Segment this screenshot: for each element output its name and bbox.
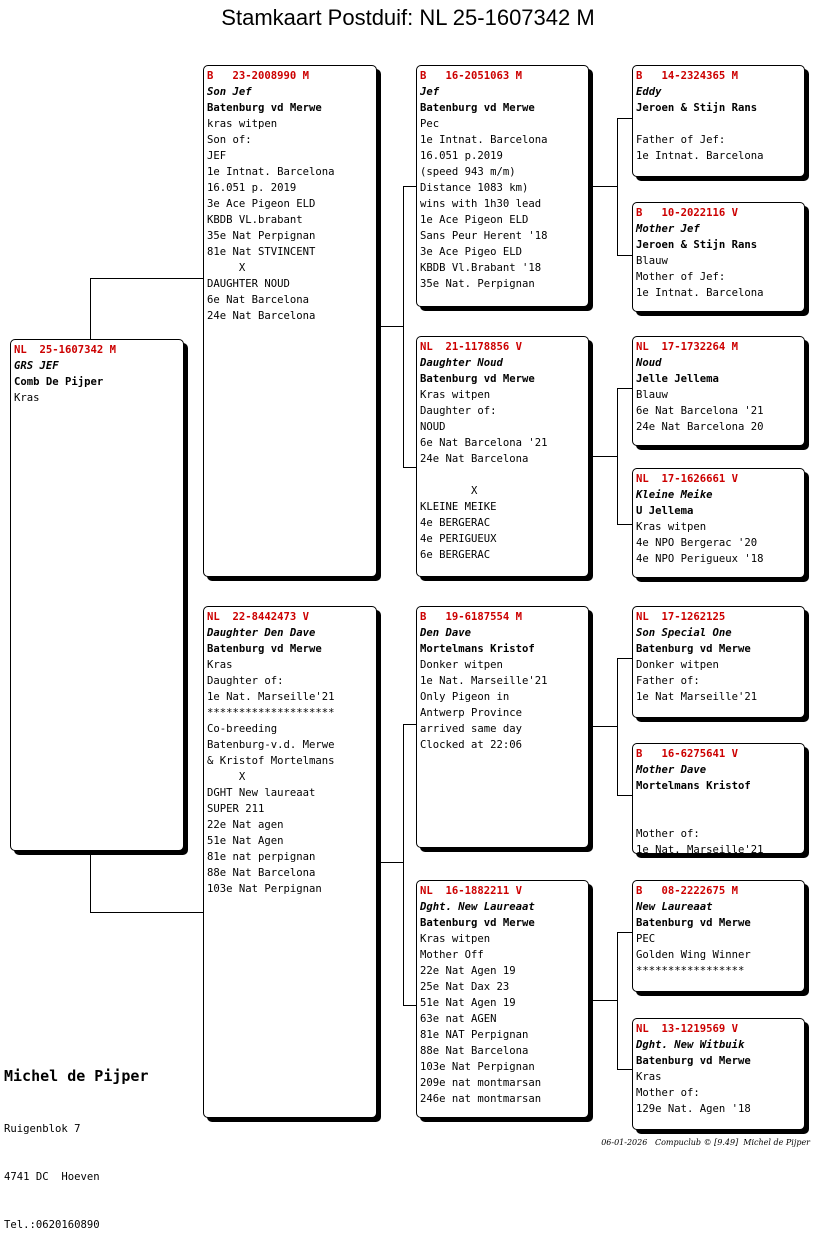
ring-number: B 16-2051063 M [420, 70, 523, 82]
pigeon-info-line: 6e Nat Barcelona '21 [636, 405, 764, 417]
ring-number: NL 21-1178856 V [420, 341, 523, 353]
connector-line [377, 862, 403, 863]
pigeon-info-line: 1e Intnat. Barcelona [207, 166, 335, 178]
pigeon-info-line: 51e Nat Agen 19 [420, 997, 516, 1009]
connector-line [617, 1069, 632, 1070]
pigeon-name: Jef [420, 86, 440, 98]
connector-line [617, 524, 632, 525]
pigeon-card-sire-dam-sire [632, 336, 805, 446]
pigeon-card-subject [10, 339, 184, 851]
pigeon-info-line: 4e BERGERAC [420, 517, 491, 529]
connector-line [617, 932, 618, 1070]
pigeon-info-line: (speed 943 m/m) [420, 166, 516, 178]
pigeon-info-line: 3e Ace Pigeo ELD [420, 246, 523, 258]
pigeon-info-line: Mother of: [636, 828, 700, 840]
pigeon-info-line: 6e Nat Barcelona '21 [420, 437, 548, 449]
connector-line [617, 658, 618, 796]
pigeon-info-line: 81e NAT Perpignan [420, 1029, 529, 1041]
ring-number: NL 17-1626661 V [636, 473, 739, 485]
pigeon-owner: Jeroen & Stijn Rans [636, 239, 758, 251]
pigeon-info-line: 1e Nat. Marseille'21 [207, 691, 335, 703]
pigeon-info-line: 35e Nat Perpignan [207, 230, 316, 242]
footer-text: 06-01-2026 Compuclub © [9.49] Michel de Pijper [601, 1138, 810, 1147]
connector-line [403, 724, 416, 725]
pigeon-info-line: 22e Nat Agen 19 [420, 965, 516, 977]
pigeon-info-line: Father of Jef: [636, 134, 726, 146]
pigeon-card-dam-dam [416, 880, 589, 1118]
connector-line [377, 326, 403, 327]
breeder-name: Michel de Pijper [4, 1067, 149, 1085]
ring-number: NL 16-1882211 V [420, 885, 523, 897]
pigeon-owner: Jeroen & Stijn Rans [636, 102, 758, 114]
breeder-address-line: 4741 DC Hoeven [4, 1171, 100, 1183]
connector-line [589, 726, 617, 727]
pigeon-info-line: Daughter of: [207, 675, 284, 687]
pigeon-info-line: 88e Nat Barcelona [207, 867, 316, 879]
pigeon-info-line: ******************** [207, 707, 335, 719]
page-title: Stamkaart Postduif: NL 25-1607342 M [221, 5, 595, 30]
pigeon-info-line [636, 810, 801, 826]
pigeon-info-line: 63e nat AGEN [420, 1013, 497, 1025]
pigeon-info-line: 3e Ace Pigeon ELD [207, 198, 316, 210]
pigeon-info-line: Kras [636, 1071, 662, 1083]
pigeon-owner: Mortelmans Kristof [420, 643, 535, 655]
ring-number: NL 13-1219569 V [636, 1023, 739, 1035]
pigeon-info-line: 1e Intnat. Barcelona [636, 287, 764, 299]
pigeon-info-line: 16.051 p.2019 [420, 150, 503, 162]
connector-line [403, 186, 404, 468]
pigeon-info-line: Kras witpen [636, 521, 707, 533]
pigeon-card-sire [203, 65, 377, 577]
pigeon-info-line: Sans Peur Herent '18 [420, 230, 548, 242]
pigeon-info-line: 24e Nat Barcelona [207, 310, 316, 322]
pigeon-info-line: 1e Nat Marseille'21 [636, 691, 758, 703]
pigeon-info-line: ***************** [636, 965, 745, 977]
pigeon-info-line: 1e Nat. Marseille'21 [636, 844, 764, 854]
pigeon-info-line: Kras witpen [420, 389, 491, 401]
pigeon-info-line: 16.051 p. 2019 [207, 182, 297, 194]
pigeon-info-line: KBDB Vl.Brabant '18 [420, 262, 542, 274]
pigeon-name: Kleine Meike [636, 489, 713, 501]
pigeon-owner: Batenburg vd Merwe [636, 917, 751, 929]
pigeon-card-dam [203, 606, 377, 1118]
pigeon-info-line: NOUD [420, 421, 446, 433]
pigeon-name: Daughter Den Dave [207, 627, 316, 639]
pigeon-name: Mother Jef [636, 223, 700, 235]
connector-line [90, 278, 91, 340]
pigeon-owner: Batenburg vd Merwe [636, 643, 751, 655]
pigeon-info-line: 51e Nat Agen [207, 835, 284, 847]
pigeon-info-line: 81e Nat STVINCENT [207, 246, 316, 258]
pigeon-owner: U Jellema [636, 505, 694, 517]
pigeon-info-line: 25e Nat Dax 23 [420, 981, 510, 993]
connector-line [90, 850, 91, 912]
pigeon-name: Noud [636, 357, 662, 369]
pigeon-info-line: 81e nat perpignan [207, 851, 316, 863]
ring-number: B 19-6187554 M [420, 611, 523, 623]
pigeon-info-line: Donker witpen [636, 659, 719, 671]
pigeon-info-line: Donker witpen [420, 659, 503, 671]
pigeon-info-line: 35e Nat. Perpignan [420, 278, 535, 290]
ring-number: B 16-6275641 V [636, 748, 739, 760]
pigeon-info-line: 1e Nat. Marseille'21 [420, 675, 548, 687]
pigeon-info-line: Blauw [636, 389, 668, 401]
pigeon-owner: Batenburg vd Merwe [420, 917, 535, 929]
pigeon-name: New Laureaat [636, 901, 713, 913]
breeder-address-line: Ruigenblok 7 [4, 1123, 81, 1135]
connector-line [403, 724, 404, 1006]
pigeon-name: Dght. New Laureaat [420, 901, 535, 913]
pigeon-info-line: Father of: [636, 675, 700, 687]
pigeon-info-line: 22e Nat agen [207, 819, 284, 831]
pigeon-name: Mother Dave [636, 764, 707, 776]
pigeon-info-line: 246e nat montmarsan [420, 1093, 542, 1105]
connector-line [617, 388, 618, 525]
pigeon-info-line [420, 467, 585, 483]
pigeon-info-line: Only Pigeon in [420, 691, 510, 703]
pigeon-owner: Comb De Pijper [14, 376, 104, 388]
ring-number: NL 25-1607342 M [14, 344, 117, 356]
pigeon-info-line: wins with 1h30 lead [420, 198, 542, 210]
pigeon-info-line: Pec [420, 118, 440, 130]
connector-line [617, 118, 632, 119]
pigeon-info-line: Mother of: [636, 1087, 700, 1099]
pigeon-name: GRS JEF [14, 360, 59, 372]
pigeon-info-line: Kras [14, 392, 40, 404]
breeder-phone: Tel.:0620160890 [4, 1219, 100, 1231]
pigeon-name: Dght. New Witbuik [636, 1039, 745, 1051]
connector-line [403, 467, 416, 468]
ring-number: NL 17-1262125 [636, 611, 726, 623]
pigeon-card-dam-sire-dam [632, 743, 805, 854]
pigeon-info-line: Son of: [207, 134, 252, 146]
pigeon-info-line: 4e NPO Bergerac '20 [636, 537, 758, 549]
connector-line [617, 658, 632, 659]
pigeon-info-line: arrived same day [420, 723, 523, 735]
ring-number: B 08-2222675 M [636, 885, 739, 897]
pigeon-info-line: Kras witpen [420, 933, 491, 945]
pigeon-card-sire-sire [416, 65, 589, 307]
pigeon-owner: Batenburg vd Merwe [420, 102, 535, 114]
pigeon-info-line [636, 116, 801, 132]
pigeon-info-line: X [207, 771, 246, 783]
pigeon-card-dam-dam-sire [632, 880, 805, 992]
pigeon-info-line: KLEINE MEIKE [420, 501, 497, 513]
ring-number: B 10-2022116 V [636, 207, 739, 219]
pigeon-owner: Jelle Jellema [636, 373, 719, 385]
pigeon-info-line: & Kristof Mortelmans [207, 755, 335, 767]
pigeon-info-line: 129e Nat. Agen '18 [636, 1103, 751, 1115]
connector-line [617, 118, 618, 256]
ring-number: NL 22-8442473 V [207, 611, 310, 623]
pigeon-info-line: 24e Nat Barcelona [420, 453, 529, 465]
pigeon-info-line: 6e Nat Barcelona [207, 294, 310, 306]
pigeon-info-line: DAUGHTER NOUD [207, 278, 290, 290]
connector-line [617, 255, 632, 256]
pigeon-card-dam-sire [416, 606, 589, 848]
pigeon-name: Den Dave [420, 627, 472, 639]
ring-number: B 14-2324365 M [636, 70, 739, 82]
pigeon-info-line: Kras [207, 659, 233, 671]
pigeon-info-line: Blauw [636, 255, 668, 267]
pigeon-card-sire-dam [416, 336, 589, 577]
pigeon-card-sire-dam-dam [632, 468, 805, 578]
pigeon-info-line: JEF [207, 150, 227, 162]
connector-line [589, 456, 617, 457]
pigeon-info-line: 209e nat montmarsan [420, 1077, 542, 1089]
pigeon-name: Eddy [636, 86, 662, 98]
ring-number: NL 17-1732264 M [636, 341, 739, 353]
pigeon-info-line: 88e Nat Barcelona [420, 1045, 529, 1057]
connector-line [617, 795, 632, 796]
pigeon-info-line: KBDB VL.brabant [207, 214, 303, 226]
pigeon-card-sire-sire-sire [632, 65, 805, 177]
pigeon-info-line: Golden Wing Winner [636, 949, 751, 961]
pigeon-owner: Batenburg vd Merwe [207, 102, 322, 114]
connector-line [617, 388, 632, 389]
pigeon-info-line: DGHT New laureaat [207, 787, 316, 799]
pigeon-card-dam-sire-sire [632, 606, 805, 718]
pigeon-owner: Batenburg vd Merwe [636, 1055, 751, 1067]
pigeon-info-line: 1e Intnat. Barcelona [420, 134, 548, 146]
pigeon-name: Son Special One [636, 627, 732, 639]
breeder-info [4, 1033, 149, 1249]
pigeon-info-line: 4e NPO Perigueux '18 [636, 553, 764, 565]
pigeon-info-line: kras witpen [207, 118, 278, 130]
pigeon-info-line: Distance 1083 km) [420, 182, 529, 194]
connector-line [617, 932, 632, 933]
pigeon-info-line: Batenburg-v.d. Merwe [207, 739, 335, 751]
pigeon-card-dam-dam-dam [632, 1018, 805, 1130]
pigeon-info-line: 4e PERIGUEUX [420, 533, 497, 545]
pigeon-info-line: Co-breeding [207, 723, 278, 735]
pigeon-name: Daughter Noud [420, 357, 503, 369]
pigeon-info-line: 103e Nat Perpignan [420, 1061, 535, 1073]
pigeon-info-line [636, 794, 801, 810]
pigeon-owner: Mortelmans Kristof [636, 780, 751, 792]
pigeon-info-line: Clocked at 22:06 [420, 739, 523, 751]
connector-line [403, 186, 416, 187]
connector-line [90, 278, 204, 279]
pigeon-owner: Batenburg vd Merwe [420, 373, 535, 385]
connector-line [90, 912, 204, 913]
connector-line [589, 1000, 617, 1001]
pigeon-info-line: PEC [636, 933, 656, 945]
pigeon-info-line: SUPER 211 [207, 803, 265, 815]
pigeon-info-line: X [207, 262, 246, 274]
ring-number: B 23-2008990 M [207, 70, 310, 82]
pigeon-info-line: Mother of Jef: [636, 271, 726, 283]
connector-line [403, 1005, 416, 1006]
pigeon-info-line: 103e Nat Perpignan [207, 883, 322, 895]
pigeon-info-line: 1e Intnat. Barcelona [636, 150, 764, 162]
pigeon-info-line: Daughter of: [420, 405, 497, 417]
pigeon-info-line: 6e BERGERAC [420, 549, 491, 561]
pigeon-card-sire-sire-dam [632, 202, 805, 312]
connector-line [589, 186, 617, 187]
pigeon-info-line: 24e Nat Barcelona 20 [636, 421, 764, 433]
pigeon-info-line: Mother Off [420, 949, 484, 961]
pigeon-info-line: X [420, 485, 478, 497]
pigeon-name: Son Jef [207, 86, 252, 98]
pigeon-owner: Batenburg vd Merwe [207, 643, 322, 655]
pigeon-info-line: Antwerp Province [420, 707, 523, 719]
pigeon-info-line: 1e Ace Pigeon ELD [420, 214, 529, 226]
